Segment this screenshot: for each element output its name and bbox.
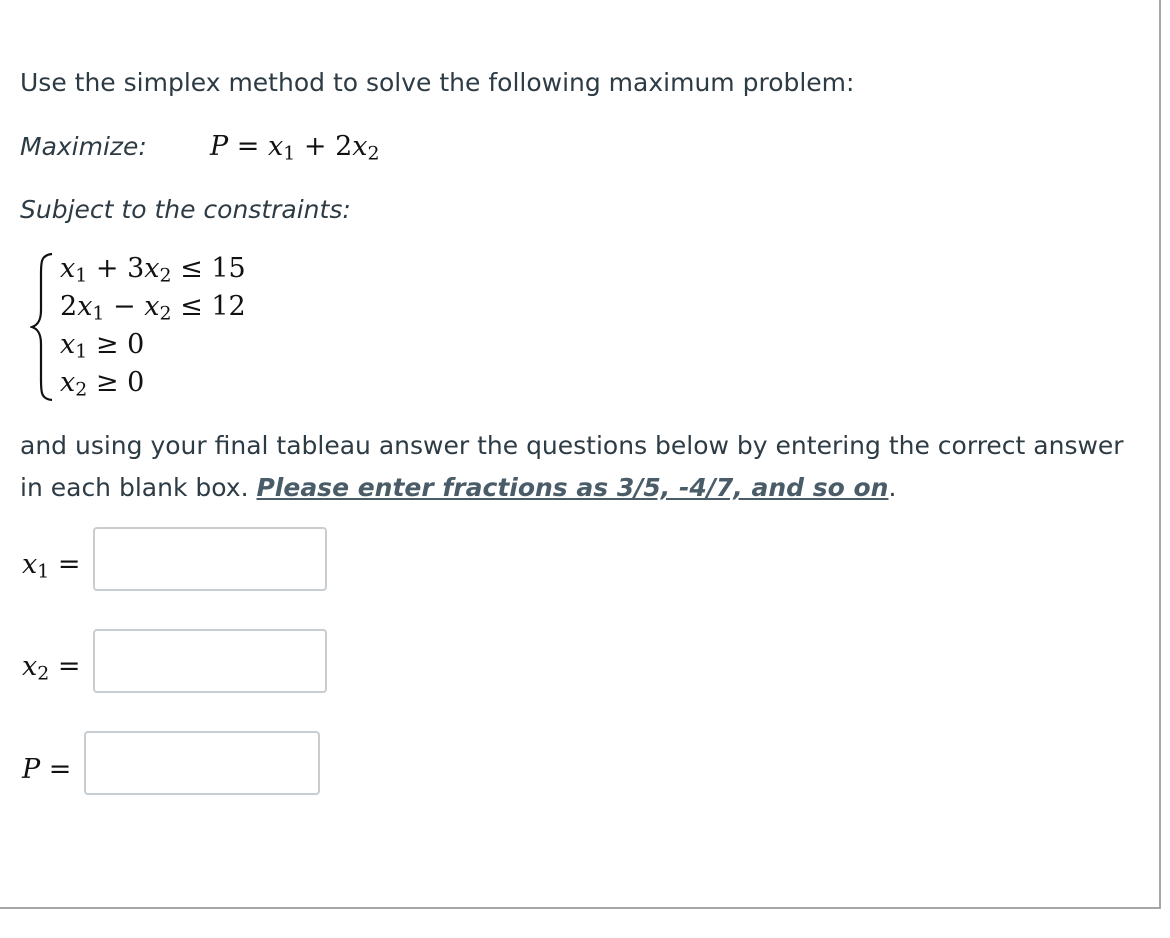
objective-function bbox=[210, 131, 380, 165]
objective-lhs: P bbox=[210, 131, 229, 162]
constraint-4-rhs: 0 bbox=[127, 367, 145, 398]
p-answer-input[interactable] bbox=[84, 731, 320, 795]
constraint-1-rel: ≤ bbox=[180, 253, 203, 284]
x2-answer-input[interactable] bbox=[93, 629, 327, 693]
x2-label-var: x bbox=[22, 651, 38, 682]
x1-answer-label bbox=[22, 549, 80, 583]
x1-label-var: x bbox=[22, 549, 38, 580]
instructions-end: . bbox=[888, 473, 897, 502]
constraint-3-rhs: 0 bbox=[127, 329, 145, 360]
constraint-1-var-2: x bbox=[144, 253, 160, 284]
question-intro: Use the simplex method to solve the following maximum problem: bbox=[20, 68, 855, 97]
constraint-3 bbox=[60, 329, 144, 363]
constraint-2-rhs: 12 bbox=[211, 291, 246, 322]
constraint-1-sub-1: 1 bbox=[75, 264, 88, 287]
constraint-1-op: + bbox=[95, 253, 119, 284]
constraint-1-sub-2: 2 bbox=[159, 264, 172, 287]
fraction-format-note: Please enter fractions as 3/5, -4/7, and so on bbox=[256, 473, 889, 502]
constraint-2-sub-2: 2 bbox=[159, 302, 172, 325]
constraint-3-rel: ≥ bbox=[95, 329, 119, 360]
constraint-1 bbox=[60, 253, 246, 287]
constraint-4-rel: ≥ bbox=[95, 367, 119, 398]
constraint-1-var-1: x bbox=[60, 253, 76, 284]
constraint-4-var: x bbox=[60, 367, 76, 398]
constraint-4 bbox=[60, 367, 144, 401]
instructions bbox=[20, 425, 1140, 509]
objective-x2: x bbox=[352, 131, 368, 162]
x2-label-equals: = bbox=[57, 651, 81, 682]
constraint-3-var: x bbox=[60, 329, 76, 360]
objective-x1: x bbox=[267, 131, 284, 162]
x2-label-sub: 2 bbox=[37, 662, 50, 685]
constraint-2-coef-a: 2 bbox=[60, 291, 78, 322]
p-answer-label bbox=[22, 754, 71, 785]
constraint-2-op: − bbox=[113, 291, 136, 322]
x1-label-sub: 1 bbox=[37, 560, 50, 583]
constraint-2-var-1: x bbox=[77, 291, 93, 322]
constraint-2-sub-1: 1 bbox=[92, 302, 105, 325]
left-brace-icon bbox=[30, 252, 56, 402]
subject-label: Subject to the constraints: bbox=[20, 195, 351, 224]
instructions-text: and using your final tableau answer the questions below by entering the correct answer in each blank box. bbox=[20, 431, 1124, 502]
constraint-2-rel: ≤ bbox=[180, 291, 203, 322]
x1-label-equals: = bbox=[57, 549, 81, 580]
constraint-3-sub: 1 bbox=[75, 340, 88, 363]
x1-answer-input[interactable] bbox=[93, 527, 327, 591]
objective-plus: + bbox=[303, 131, 327, 162]
constraint-1-coef-b: 3 bbox=[127, 253, 145, 284]
objective-x1-sub: 1 bbox=[283, 142, 296, 165]
p-label-var: P bbox=[22, 754, 41, 785]
objective-x2-coef: 2 bbox=[335, 131, 353, 162]
constraint-1-rhs: 15 bbox=[211, 253, 246, 284]
constraint-2 bbox=[60, 291, 246, 325]
maximize-label: Maximize: bbox=[20, 132, 147, 161]
p-label-equals: = bbox=[48, 754, 72, 785]
constraint-4-sub: 2 bbox=[75, 378, 88, 401]
objective-equals: = bbox=[236, 131, 260, 162]
x2-answer-label bbox=[22, 651, 80, 685]
objective-x2-sub: 2 bbox=[367, 142, 380, 165]
constraint-2-var-2: x bbox=[144, 291, 160, 322]
